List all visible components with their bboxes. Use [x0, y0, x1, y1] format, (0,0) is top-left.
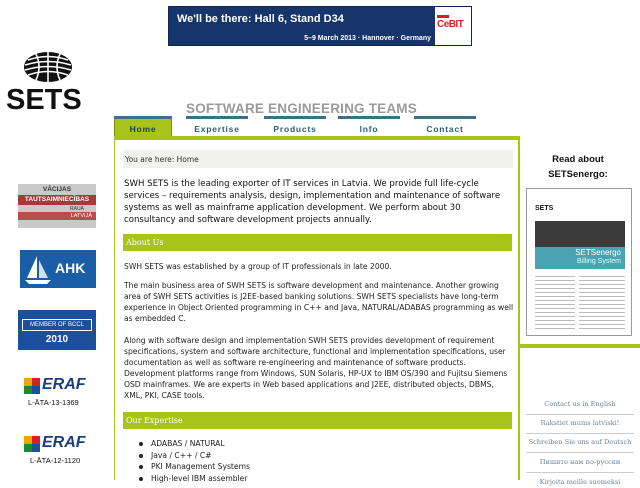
tab-products[interactable]: Products — [264, 116, 326, 138]
brochure-logo: SETS — [535, 205, 554, 212]
banner-headline: We'll be there: Hall 6, Stand D34 — [177, 13, 344, 25]
vtk-chamber-logo[interactable]: VĀCIJAS TAUTSAIMNIECĪBAS RAUA LATVIJĀ — [18, 184, 96, 228]
cebit-logo: CeBIT — [435, 7, 471, 45]
eraf-flag-icon — [24, 378, 40, 394]
list-item: High-level IBM assembler — [139, 473, 250, 485]
main-nav — [114, 116, 520, 138]
eraf-flag-icon — [24, 436, 40, 452]
about-paragraph-2: The main business area of SWH SETS is software development and maintenance. Another growing area of SWH SETS activities is J2EE-based banking solutions. SWH SETS specialists have long-term experience in Object Oriented programming in C++ and Java, NATURAL/ADABAS programming as well as embedded C. — [124, 281, 514, 323]
tab-expertise[interactable]: Expertise — [186, 116, 248, 138]
tab-home[interactable]: Home — [114, 116, 172, 138]
right-column — [520, 140, 640, 486]
main-content — [114, 140, 520, 483]
list-item: Java / C++ / C# — [139, 450, 250, 462]
brochure-image — [535, 221, 625, 247]
ship-icon — [23, 252, 53, 286]
tab-contact[interactable]: Contact — [414, 116, 476, 138]
intro-text: SWH SETS is the leading exporter of IT services in Latvia. We provide full life-cycle services – requirements analysis, design, implementation and maintenance of software systems as well as mainframe application development. We perform about 30 consultancy and software development projects annually. — [124, 179, 501, 225]
sets-logo[interactable]: SETS — [6, 50, 92, 116]
language-links — [520, 348, 640, 488]
brochure-text-column — [579, 273, 625, 331]
list-item: PKI Management Systems — [139, 461, 250, 473]
contact-english-link[interactable]: Contact us in English — [544, 400, 616, 408]
setsenergo-brochure[interactable] — [526, 188, 632, 336]
cebit-banner[interactable] — [168, 6, 472, 46]
contact-latvian-link[interactable]: Rakstiet mums latviski! — [540, 419, 620, 427]
about-heading: About Us — [123, 234, 512, 251]
brochure-title-band: SETSenergo Billing System — [535, 247, 625, 269]
site-title: SOFTWARE ENGINEERING TEAMS — [186, 101, 417, 116]
about-paragraph-3: Along with software design and implementation SWH SETS provides development of requirement specifications, system and software architecture, functional and implementation specifications, user documentation as well as software re-engineering and maintenance of software products. Development platforms range from Windows, SUN Solaris, HP-UX to IBM OS/390 and Fujitsu Siemens OSD mainframes. We are experts in Web based applications and J2EE, distributed objects, DBMS, XML, PKI, CASE tools. — [124, 336, 508, 400]
contact-german-link[interactable]: Schreiben Sie uns auf Deutsch — [528, 438, 632, 446]
eraf-logo-1[interactable]: ERAF L-ĀTA-13-1369 — [22, 376, 96, 410]
sets-globe-icon — [6, 50, 92, 84]
expertise-heading: Our Expertise — [123, 412, 512, 429]
eraf-logo-2[interactable]: ERAF L-ĀTA-12-1120 — [22, 434, 96, 468]
ahk-logo[interactable]: AHK — [20, 250, 96, 288]
brochure-text-column — [535, 273, 575, 331]
about-paragraph-1: SWH SETS was established by a group of IT professionals in late 2000. — [124, 262, 392, 271]
tab-info[interactable]: Info — [338, 116, 400, 138]
contact-russian-link[interactable]: Пишите нам по-русски — [539, 458, 621, 466]
contact-finnish-link[interactable]: Kirjoita meille suomeksi — [539, 478, 621, 486]
expertise-list — [139, 438, 250, 484]
breadcrumb: You are here: Home — [123, 150, 513, 168]
read-about-heading: Read about SETSenergo: — [548, 154, 608, 180]
banner-dates: 5–9 March 2013 · Hannover · Germany — [304, 35, 431, 42]
bccl-member-badge[interactable]: MEMBER OF BCCL 2010 — [18, 310, 96, 350]
list-item: ADABAS / NATURAL — [139, 438, 250, 450]
